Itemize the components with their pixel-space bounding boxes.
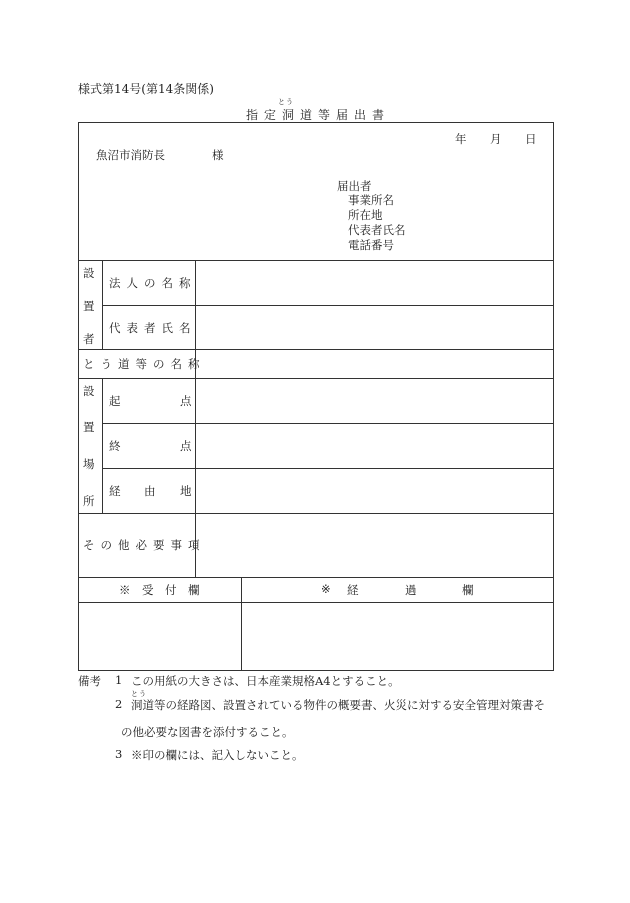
- note-text: この用紙の大きさは、日本産業規格A4とすること。: [131, 674, 400, 688]
- note-ruby: とう: [131, 690, 147, 698]
- location-group-char: 所: [83, 494, 95, 508]
- row-divider: [79, 513, 553, 514]
- rep-name-label: 代表者氏名: [109, 321, 197, 335]
- title-char: 等: [318, 108, 331, 122]
- column-divider: [102, 260, 103, 349]
- form-number: 様式第14号(第14条関係): [78, 82, 214, 96]
- row-divider: [102, 423, 553, 424]
- progress-column-label: 欄: [462, 583, 474, 597]
- office-name-label: 事業所名: [348, 193, 394, 207]
- title-char: 書: [372, 108, 385, 122]
- title-char: 届: [336, 108, 349, 122]
- note-number: 3: [115, 747, 123, 761]
- row-divider: [79, 577, 553, 578]
- title-ruby: とう: [278, 98, 294, 106]
- phone-label: 電話番号: [348, 238, 394, 252]
- via-label: 由: [144, 484, 156, 498]
- progress-column-label: ※: [321, 582, 331, 596]
- start-point-label: 起: [109, 394, 121, 408]
- progress-column-label: 過: [405, 583, 417, 597]
- addressee: 魚沼市消防長: [96, 148, 165, 162]
- note-number: 1: [115, 673, 123, 687]
- title-char: 道: [300, 108, 313, 122]
- row-divider: [79, 349, 553, 350]
- via-label: 経: [109, 484, 121, 498]
- end-point-label: 点: [180, 439, 192, 453]
- note-number: 2: [115, 697, 123, 711]
- installer-group-char: 置: [83, 299, 95, 313]
- location-group-char: 場: [83, 457, 95, 471]
- installer-group-char: 者: [83, 332, 95, 346]
- column-divider: [241, 577, 242, 670]
- day-label: 日: [525, 132, 537, 146]
- location-group-char: 設: [83, 384, 95, 398]
- title-char: 洞: [282, 108, 295, 122]
- submitter-label: 届出者: [337, 179, 372, 193]
- installer-group-char: 設: [83, 266, 95, 280]
- month-label: 月: [490, 132, 502, 146]
- notes-heading: 備考: [78, 674, 101, 688]
- reception-column-label: ※ 受 付 欄: [119, 583, 200, 597]
- title-char: 定: [264, 108, 277, 122]
- note-text: ※印の欄には、記入しないこと。: [131, 748, 304, 762]
- row-divider: [79, 378, 553, 379]
- representative-label: 代表者氏名: [348, 223, 406, 237]
- address-label: 所在地: [348, 208, 383, 222]
- note-text: の他必要な図書を添付すること。: [121, 725, 294, 739]
- title-char: 出: [354, 108, 367, 122]
- row-divider: [102, 468, 553, 469]
- row-divider: [102, 305, 553, 306]
- via-label: 地: [180, 484, 192, 498]
- column-divider: [102, 378, 103, 513]
- tunnel-name-label: とう道等の名称: [83, 357, 206, 371]
- column-divider: [195, 260, 196, 577]
- progress-column-label: 経: [347, 583, 359, 597]
- corp-name-label: 法人の名称: [109, 276, 197, 290]
- honorific: 様: [212, 148, 224, 162]
- row-divider: [79, 260, 553, 261]
- end-point-label: 終: [109, 439, 121, 453]
- start-point-label: 点: [180, 394, 192, 408]
- title-char: 指: [246, 108, 259, 122]
- other-matters-label: その他必要事項: [83, 538, 206, 552]
- year-label: 年: [455, 132, 467, 146]
- location-group-char: 置: [83, 420, 95, 434]
- note-text: 洞道等の経路図、設置されている物件の概要書、火災に対する安全管理対策書そ: [131, 698, 545, 712]
- row-divider: [79, 602, 553, 603]
